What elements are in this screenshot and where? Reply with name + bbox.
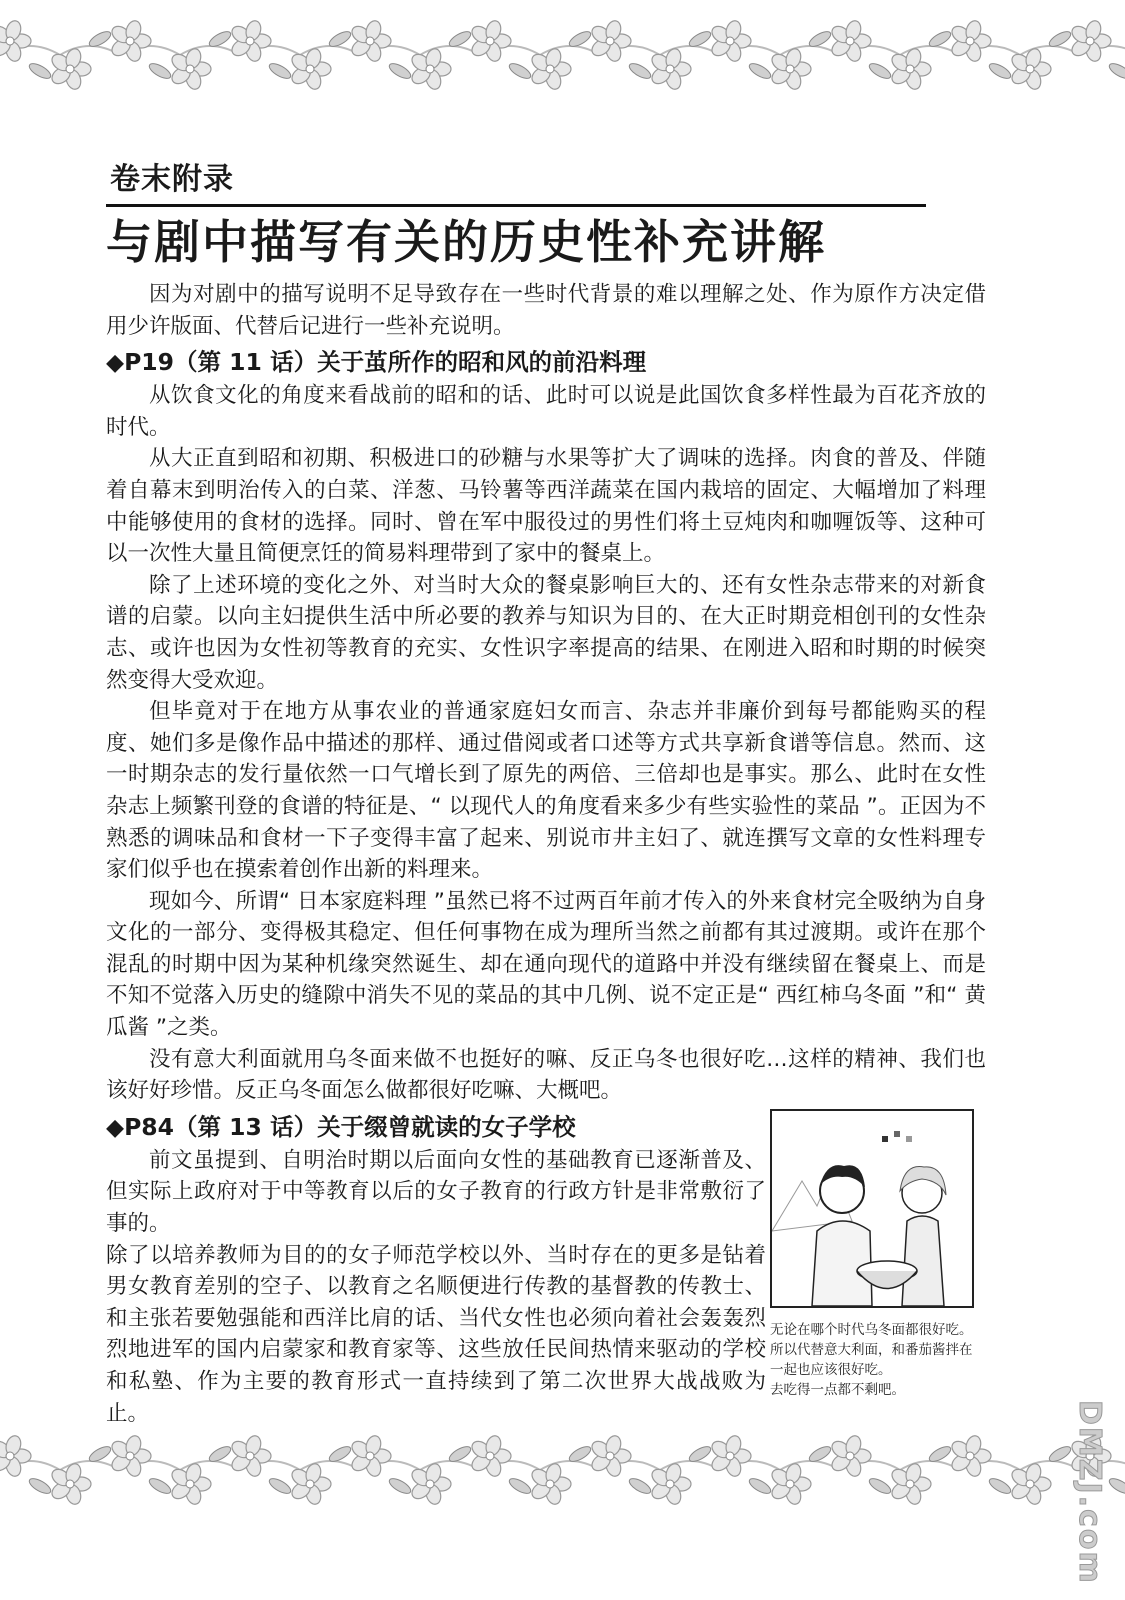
watermark: [1071, 1400, 1111, 1590]
page-title: 与剧中描写有关的历史性补充讲解: [106, 215, 826, 269]
section1-paragraph: 从大正直到昭和初期、积极进口的砂糖与水果等扩大了调味的选择。肉食的普及、伴随着自幕末到明治传入的白菜、洋葱、马铃薯等西洋蔬菜在国内栽培的固定、大幅增加了料理中能够使用的食材的选择。同时、曾在军中服役过的男性们将土豆炖肉和咖喱饭等、这种可以一次性大量且简便烹饪的简易料理带到了家中的餐桌上。: [106, 446, 986, 567]
caption-line: 去吃得一点都不剩吧。: [770, 1381, 905, 1398]
section1-heading: ◆P19（第 11 话）关于茧所作的昭和风的前沿料理: [106, 348, 647, 377]
bottom-floral-border: [0, 1410, 1125, 1530]
section1-paragraph: 但毕竟对于在地方从事农业的普通家庭妇女而言、杂志并非廉价到每号都能购买的程度、她们多是像作品中描述的那样、通过借阅或者口述等方式共享新食谱等信息。然而、这一时期杂志的发行量依然一口气增长到了原先的两倍、三倍却也是事实。那么、此时在女性杂志上频繁刊登的食谱的特征是、“ 以现代人的角度看来多少有些实验性的菜品 ”。正因为不熟悉的调味品和食材一下子变得丰富了起来、别说市井主妇了、就连撰写文章的女性料理专家们似乎也在摸索着创作出新的料理来。: [106, 699, 986, 883]
section2-paragraph: 除了以培养教师为目的的女子师范学校以外、当时存在的更多是钻着男女教育差别的空子、以教育之名顺便进行传教的基督教的传教士、和主张若要勉强能和西洋比肩的话、当代女性也必须向着社会轰轰烈烈地进军的国内启蒙家和教育家等、这些放任民间热情来驱动的学校和私塾、作为主要的教育形式一直持续到了第二次世界大战战败为止。: [106, 1242, 766, 1426]
caption-line: 一起也应该很好吃。: [770, 1361, 892, 1378]
section2-text: [106, 1109, 766, 1429]
section-label: 卷末附录: [110, 162, 234, 197]
top-floral-border: [0, 0, 1125, 110]
section2-heading: ◆P84（第 13 话）关于缀曾就读的女子学校: [106, 1112, 576, 1141]
section2: [106, 1109, 986, 1429]
floral-pattern-icon: [0, 0, 1125, 110]
illustration-caption: [770, 1320, 982, 1400]
section1-paragraph: 没有意大利面就用乌冬面来做不也挺好的嘛、反正乌冬也很好吃…这样的精神、我们也该好好珍惜。反正乌冬面怎么做都很好吃嘛、大概吧。: [106, 1046, 986, 1104]
intro-paragraph: 因为对剧中的描写说明不足导致存在一些时代背景的难以理解之处、作为原作方决定借用少许版面、代替后记进行一些补充说明。: [106, 282, 986, 339]
section1-paragraph: 现如今、所谓“ 日本家庭料理 ”虽然已将不过两百年前才传入的外来食材完全吸纳为自身文化的一部分、变得极其稳定、但任何事物在成为理所当然之前都有其过渡期。或许在那个混乱的时期中因为某种机缘突然诞生、却在通向现代的道路中并没有继续留在餐桌上、而是不知不觉落入历史的缝隙中消失不见的菜品的其中几例、说不定正是“ 西红柿乌冬面 ”和“ 黄瓜酱 ”之类。: [106, 888, 986, 1041]
manga-illustration-icon: [772, 1111, 972, 1306]
illustration: [770, 1109, 982, 1400]
article: [106, 160, 986, 1429]
caption-line: 所以代替意大利面，和番茄酱拌在: [770, 1341, 973, 1358]
section2-paragraph: 前文虽提到、自明治时期以后面向女性的基础教育已逐渐普及、但实际上政府对于中等教育以后的女子教育的行政方针是非常敷衍了事的。: [106, 1147, 766, 1237]
section1-paragraph: 除了上述环境的变化之外、对当时大众的餐桌影响巨大的、还有女性杂志带来的对新食谱的启蒙。以向主妇提供生活中所必要的教养与知识为目的、在大正时期竞相创刊的女性杂志、或许也因为女性初等教育的充实、女性识字率提高的结果、在刚进入昭和时期的时候突然变得大受欢迎。: [106, 572, 986, 693]
section1-paragraph: 从饮食文化的角度来看战前的昭和的话、此时可以说是此国饮食多样性最为百花齐放的时代。: [106, 383, 986, 440]
floral-pattern-icon: [0, 1410, 1125, 1530]
illustration-frame: [770, 1109, 974, 1308]
watermark-text: DMZJ.com: [1072, 1400, 1107, 1585]
caption-line: 无论在哪个时代乌冬面都很好吃。: [770, 1321, 973, 1338]
title-divider: [106, 204, 926, 207]
